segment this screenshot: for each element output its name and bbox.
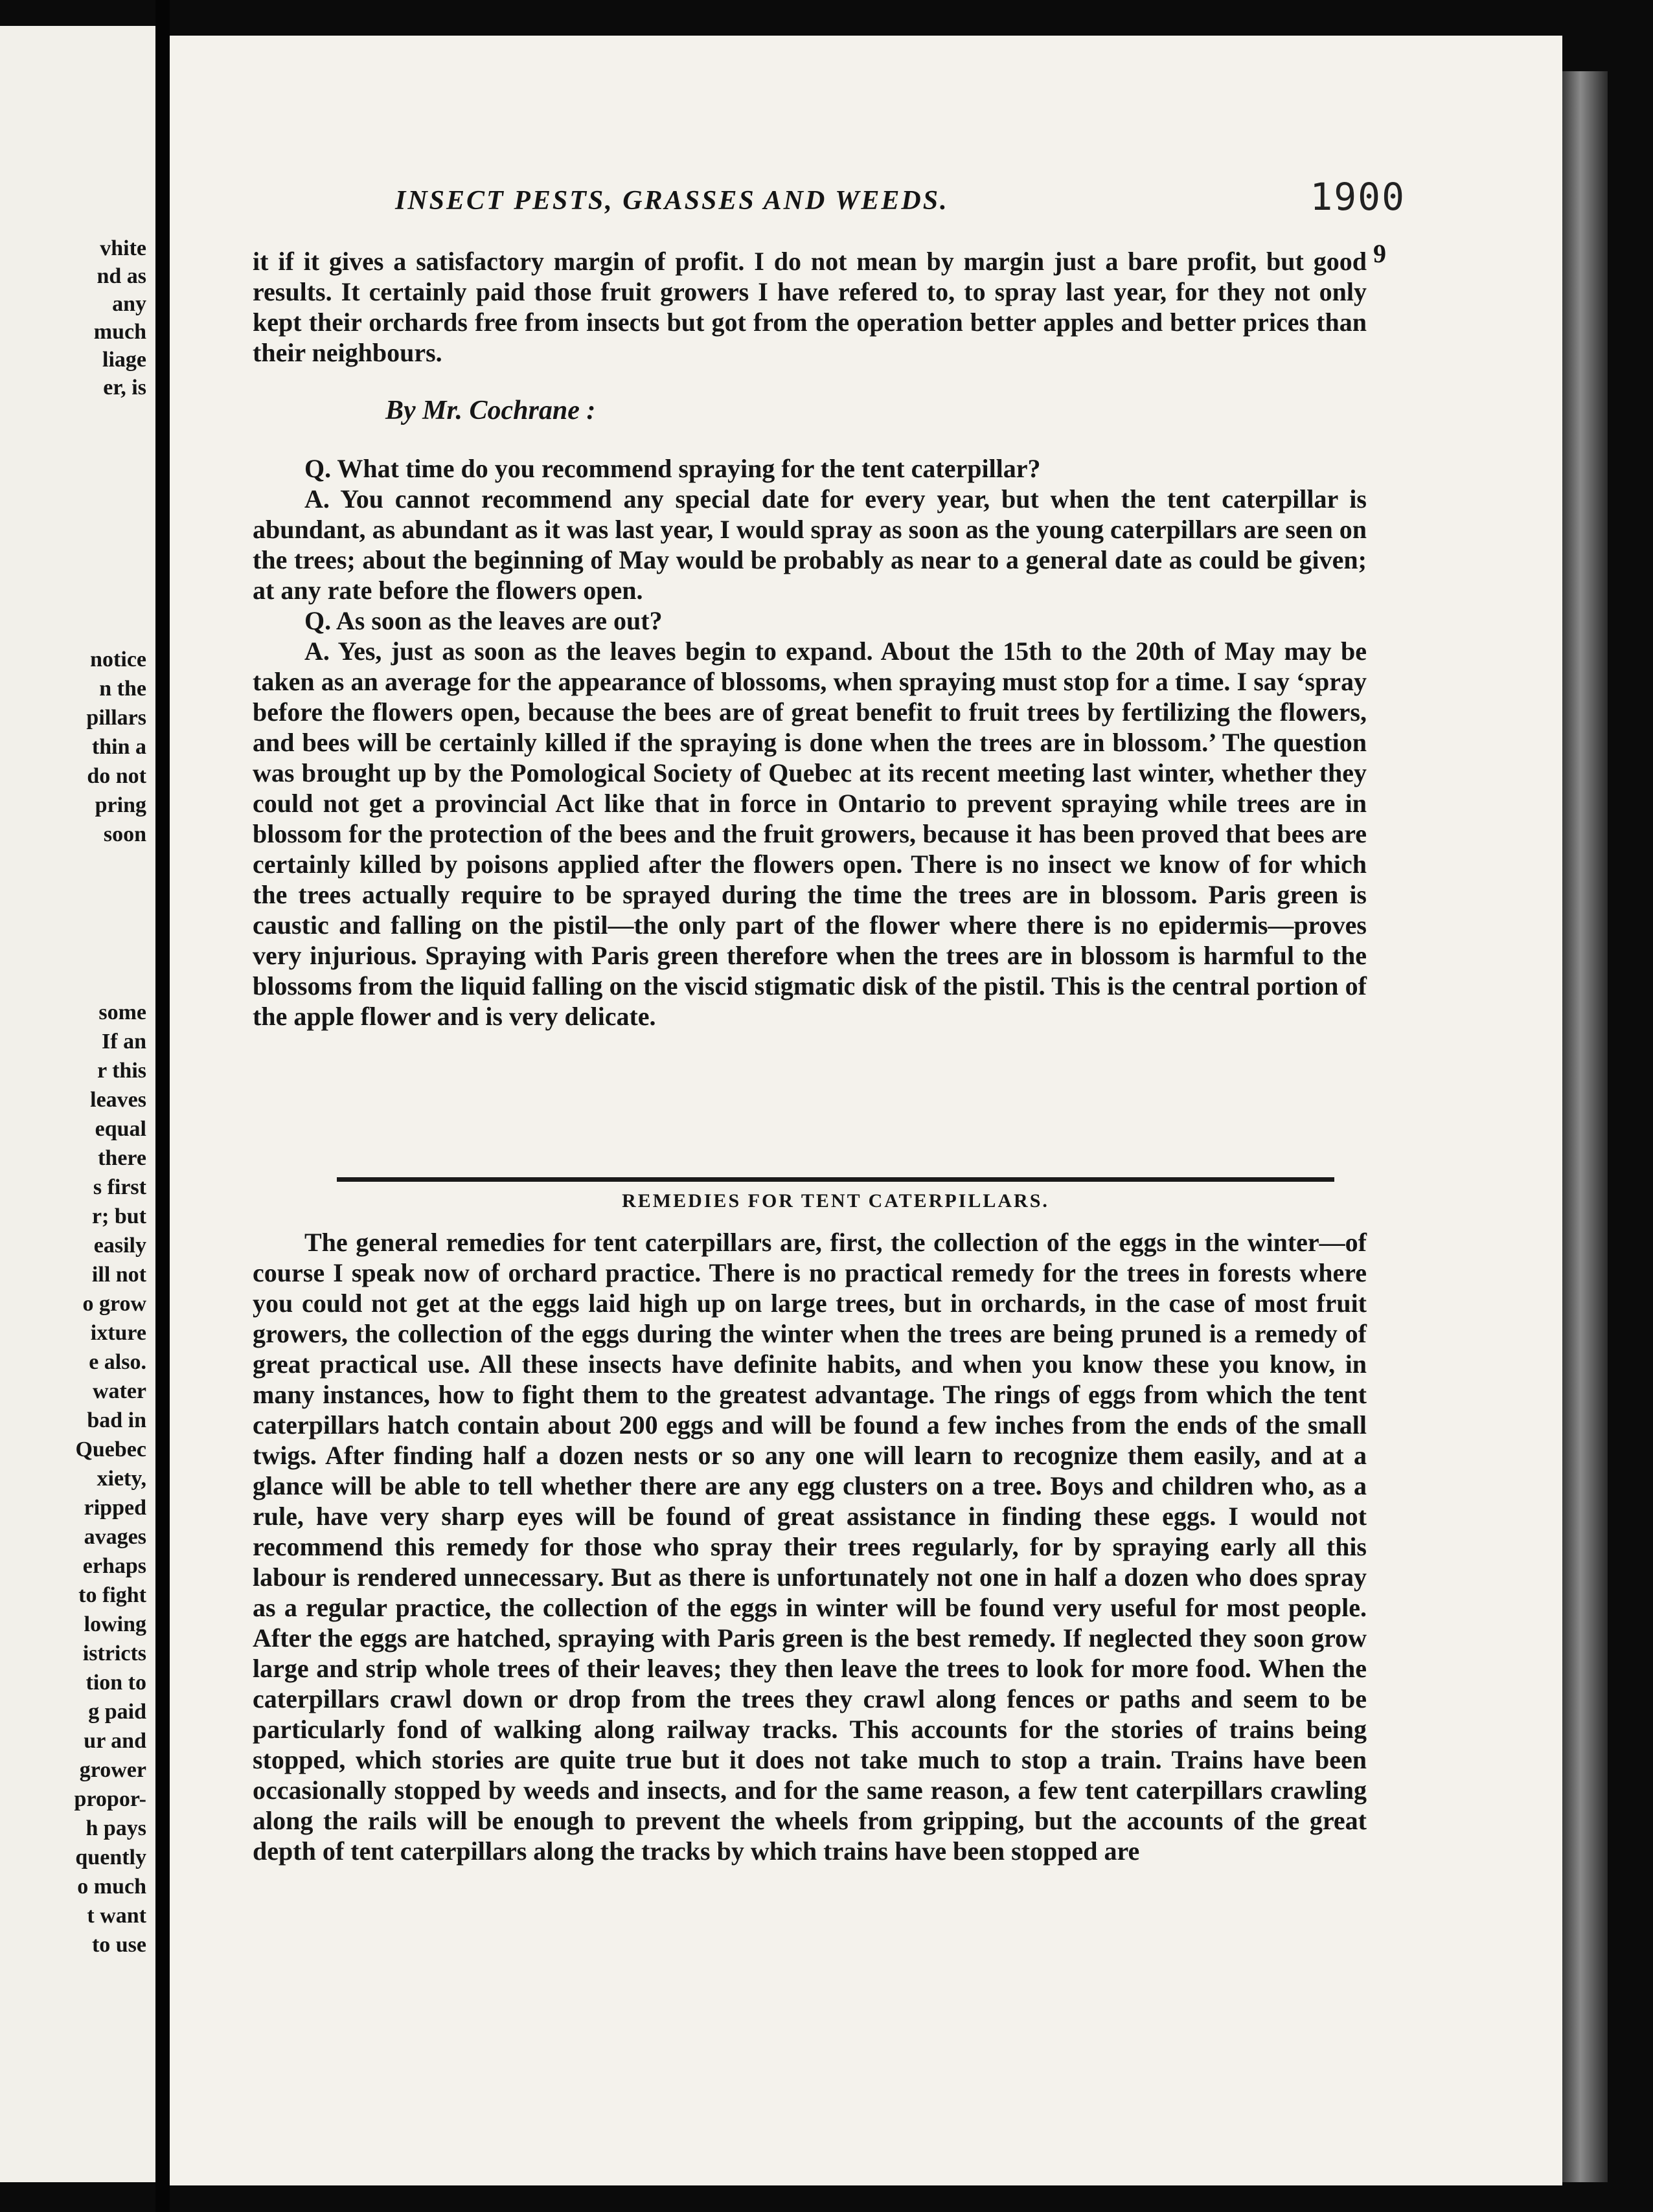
prev-line: ripped <box>84 1496 146 1520</box>
prev-line: xiety, <box>97 1467 146 1491</box>
prev-line: notice <box>90 648 146 672</box>
prev-line: e also. <box>89 1350 146 1374</box>
prev-line: some <box>98 1000 146 1024</box>
prev-line: o grow <box>82 1292 146 1316</box>
prev-line: there <box>98 1146 146 1170</box>
answer: A. You cannot recommend any special date for every year, but when the tent caterpillar is abundant, as abundant as it was last year, I would spray as soon as the young caterpillars are seen on the trees; about the beginning of May would be probably as near to a general date as could be given; at any rate before the flowers open. <box>253 484 1367 605</box>
opening-paragraph: it if it gives a satisfactory margin of profit. I do not mean by margin just a bare profit, but good results. It certainly paid those fruit growers I have refered to, to spray last year, for they not only kept their orchards free from insects but got from the operation better apples and better prices than their neighbours. <box>253 247 1367 367</box>
prev-line: r; but <box>91 1204 146 1228</box>
prev-line: much <box>93 320 146 344</box>
prev-line: ixture <box>90 1321 146 1345</box>
prev-line: water <box>92 1379 146 1403</box>
previous-page-fragment <box>0 26 155 2182</box>
prev-line: If an <box>102 1030 146 1054</box>
prev-line: Quebec <box>75 1438 146 1462</box>
prev-line: avages <box>84 1525 146 1549</box>
prev-line: soon <box>103 822 146 846</box>
prev-line: propor- <box>74 1787 146 1811</box>
prev-line: t want <box>87 1904 146 1928</box>
prev-line: easily <box>93 1234 146 1258</box>
prev-line: leaves <box>90 1088 146 1112</box>
prev-line: ill not <box>91 1263 146 1287</box>
page-number: 9 <box>1373 239 1386 268</box>
prev-line: any <box>112 292 146 316</box>
prev-line: g paid <box>88 1700 146 1724</box>
prev-line: erhaps <box>82 1554 146 1578</box>
page-edge <box>1562 71 1608 2182</box>
question: Q. As soon as the leaves are out? <box>304 606 663 635</box>
prev-line: n the <box>99 677 146 701</box>
section-heading: REMEDIES FOR TENT CATERPILLARS. <box>622 1190 1049 1212</box>
question: Q. What time do you recommend spraying for the tent caterpillar? <box>304 454 1041 483</box>
prev-line: vhite <box>100 236 146 260</box>
prev-line: istricts <box>82 1642 146 1665</box>
prev-line: bad in <box>87 1408 146 1432</box>
prev-line: quently <box>75 1845 146 1869</box>
remedies-paragraph: The general remedies for tent caterpillars are, first, the collection of the eggs in the winter—of course I speak now of orchard practice. There is no practical remedy for the trees in forests where you could not get at the eggs laid high up on large trees, but in orchards, in the case of most fruit growers, the collection of the eggs during the winter when the trees are being pruned is a remedy of great practical use. All these insects have definite habits, and when you know these you know, in many instances, how to fight them to the greatest advantage. The rings of eggs from which the tent caterpillars hatch contain about 200 eggs and will be found a few inches from the ends of the small twigs. After finding half a dozen nests or so any one will learn to recognize them easily, and at a glance will be able to tell whether there are any egg clusters on a tree. Boys and children who, as a rule, have very sharp eyes will be found of great assistance in finding these eggs. I would not recommend this remedy for those who spray their trees regularly, for by spraying early all this labour is rendered unnecessary. But as there is unfortunately not one in half a dozen who does spray as a regular practice, the collection of the eggs in winter will be found very useful for most people. After the eggs are hatched, spraying with Paris green is the best remedy. If neglected they soon grow large and strip whole trees of their leaves; they then leave the trees to look for more food. When the caterpillars crawl down or drop from the trees they crawl along fences or paths and seem to be particularly fond of walking along railway tracks. This accounts for the stories of trains being stopped, which stories are quite true but it does not take much to stop a train. Trains have been occasionally stopped by weeds and insects, and for the same reason, a few tent caterpillars crawling along the rails will be enough to prevent the wheels from gripping, but the accounts of the great depth of tent caterpillars along the tracks by which trains have been stopped are <box>253 1228 1367 1866</box>
prev-line: pring <box>95 793 146 817</box>
prev-line: thin a <box>91 735 146 759</box>
prev-line: grower <box>79 1758 146 1782</box>
year-stamp: 1900 <box>1310 175 1406 219</box>
qa-block <box>253 453 1367 1032</box>
answer: A. Yes, just as soon as the leaves begin to expand. About the 15th to the 20th of May may be taken as an average for the appearance of blossoms, when spraying must stop for a time. I say ‘spray before the flowers open, because the bees are of great benefit to fruit trees by fertilizing the flowers, and bees will be certainly killed if the spraying is done when the trees are in blossom.’ The question was brought up by the Pomological Society of Quebec at its recent meeting last winter, whether they could not get a provincial Act like that in force in Ontario to prevent spraying while trees are in blossom for the protection of the bees and the fruit growers, because it has been proved that bees are certainly killed by poisons applied after the flowers open. There is no insect we know of for which the trees actually require to be sprayed during the time the trees are in blossom. Paris green is caustic and falling on the pistil—the only part of the flower where there is no epidermis—proves very injurious. Spraying with Paris green therefore when the trees are in blossom is harmful to the blossoms from the liquid falling on the viscid stigmatic disk of the pistil. This is the central portion of the apple flower and is very delicate. <box>253 637 1367 1031</box>
prev-line: tion to <box>86 1671 146 1695</box>
page-header <box>395 175 1406 227</box>
prev-line: pillars <box>86 706 146 730</box>
prev-line: lowing <box>84 1612 146 1636</box>
prev-line: s first <box>93 1175 146 1199</box>
prev-line: er, is <box>103 376 146 400</box>
prev-line: h pays <box>86 1816 146 1840</box>
prev-line: liage <box>102 348 146 372</box>
prev-line: to use <box>91 1933 146 1957</box>
prev-line: equal <box>95 1117 146 1141</box>
prev-line: o much <box>77 1875 146 1899</box>
prev-line: r this <box>97 1059 146 1083</box>
book-gutter <box>155 0 170 2212</box>
prev-line: ur and <box>84 1729 146 1753</box>
prev-line: to fight <box>78 1583 146 1607</box>
remedies-block <box>253 1227 1367 1866</box>
prev-line: do not <box>87 764 146 788</box>
prev-line: nd as <box>97 264 146 288</box>
running-head: INSECT PESTS, GRASSES AND WEEDS. <box>395 186 949 216</box>
speaker-label: By Mr. Cochrane : <box>385 396 596 425</box>
opening-paragraph-block <box>253 246 1367 368</box>
section-rule <box>337 1177 1334 1182</box>
